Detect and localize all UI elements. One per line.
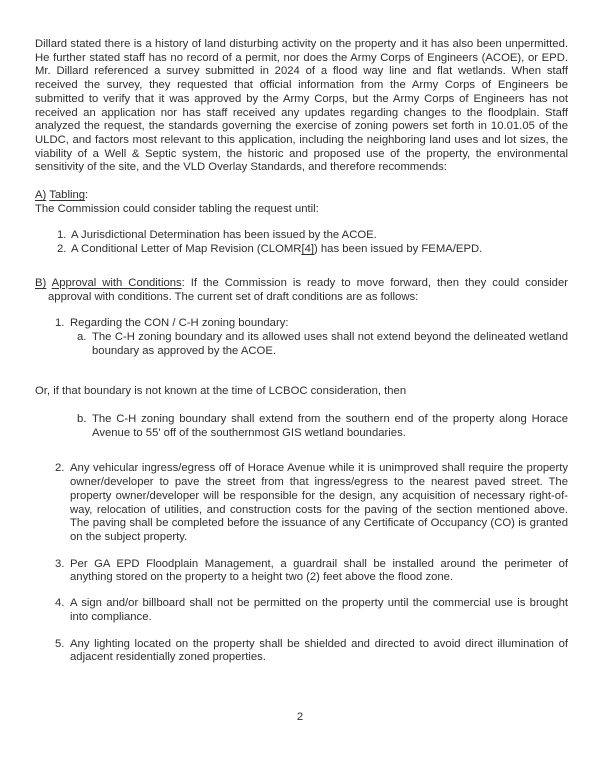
item-text bbox=[71, 243, 568, 257]
list-item-a2 bbox=[57, 243, 568, 257]
item-number: 4. bbox=[55, 597, 65, 610]
item-number: 1. bbox=[57, 229, 67, 242]
item-text: Any lighting located on the property shall be shielded and directed to avoid direct illumination of adjacent residentially zoned properties. bbox=[70, 637, 568, 664]
item-text: A Jurisdictional Determination has been issued by the ACOE. bbox=[71, 229, 377, 242]
item-number: b. bbox=[77, 413, 87, 426]
list-item-b1 bbox=[55, 317, 568, 331]
item-number: a. bbox=[77, 330, 87, 343]
item-text: Per GA EPD Floodplain Management, a guardrail shall be installed around the perimeter of anything stored on the property to a height two (2) feet above the flood zone. bbox=[70, 557, 568, 584]
section-a-title: Tabling bbox=[49, 189, 86, 202]
item-text: Any vehicular ingress/egress off of Horace Avenue while it is unimproved shall require the property owner/developer to pave the street from that ingress/egress to the nearest paved street. The property owner/developer will be responsible for the design, any acquisition of necessary right-of-way, relocation of utilities, and construction costs for the paving of the section mentioned above. The paving shall be completed before the issuance of any Certificate of Occupancy (CO) is granted on the subject property. bbox=[70, 462, 568, 543]
item-text: Regarding the CON / C-H zoning boundary: bbox=[70, 317, 289, 330]
page-number: 2 bbox=[296, 711, 304, 723]
section-b-rest: : If the Commission is ready to move forward, then they could consider approval with conditions. The current set of draft conditions are as follows: bbox=[48, 276, 568, 303]
item-number: 1. bbox=[55, 317, 65, 330]
section-b-label: B) bbox=[35, 276, 47, 289]
item-number: 2. bbox=[57, 243, 67, 256]
item-text: The C-H zoning boundary shall extend from the southern end of the property along Horace Avenue to 55' off of the southernmost GIS wetland boundaries. bbox=[92, 413, 568, 439]
item-number: 2. bbox=[55, 462, 65, 475]
section-a-intro: The Commission could consider tabling the request until: bbox=[35, 202, 319, 215]
item-text-pre: A Conditional Letter of Map Revision (CLOMR bbox=[71, 243, 302, 256]
list-item-b3 bbox=[55, 558, 568, 585]
intro-paragraph: Dillard stated there is a history of land disturbing activity on the property and it has also been unpermitted. He further stated staff has no record of a permit, nor does the Army Corps of Engineers (ACOE), or EPD. Mr. Dillard referenced a survey submitted in 2024 of a flood way line and flat wetlands. When staff received the survey, they requested that official information from the Army Corps of Engineers be submitted to verify that it was approved by the Army Corps, but the Army Corps of Engineers has not received an application nor has staff received any updates regarding changes to the floodplain. Staff analyzed the request, the standards governing the exercise of zoning powers set forth in 10.01.05 of the ULDC, and factors most relevant to this application, including the neighboring land uses and lot sizes, the viability of a Well & Septic system, the historic and proposed use of the property, the environmental sensitivity of the site, and the VLD Overlay Standards, and therefore recommends: bbox=[35, 38, 568, 174]
section-a-label: A) bbox=[35, 189, 47, 202]
list-item-b5 bbox=[55, 638, 568, 665]
section-b-heading bbox=[35, 277, 568, 304]
section-b-title: Approval with Conditions bbox=[51, 276, 182, 289]
list-item-b1a bbox=[77, 331, 568, 358]
item-number: 3. bbox=[55, 557, 65, 570]
list-item-b1b bbox=[77, 413, 568, 440]
item-text: The C-H zoning boundary and its allowed uses shall not extend beyond the delineated wetland boundary as approved by the ACOE. bbox=[92, 330, 568, 357]
item-text: A sign and/or billboard shall not be permitted on the property until the commercial use is brought into compliance. bbox=[70, 597, 568, 623]
section-a-colon: : bbox=[85, 189, 89, 202]
list-item-a1 bbox=[57, 229, 568, 243]
interjection-paragraph: Or, if that boundary is not known at the time of LCBOC consideration, then bbox=[35, 385, 407, 398]
item-text-post: ) has been issued by FEMA/EPD. bbox=[314, 243, 483, 256]
list-item-b4 bbox=[55, 597, 568, 624]
footnote-ref: [4] bbox=[301, 243, 314, 256]
document-body bbox=[35, 38, 568, 665]
item-number: 5. bbox=[55, 637, 65, 650]
section-a-heading bbox=[35, 189, 568, 203]
list-item-b2 bbox=[55, 462, 568, 544]
